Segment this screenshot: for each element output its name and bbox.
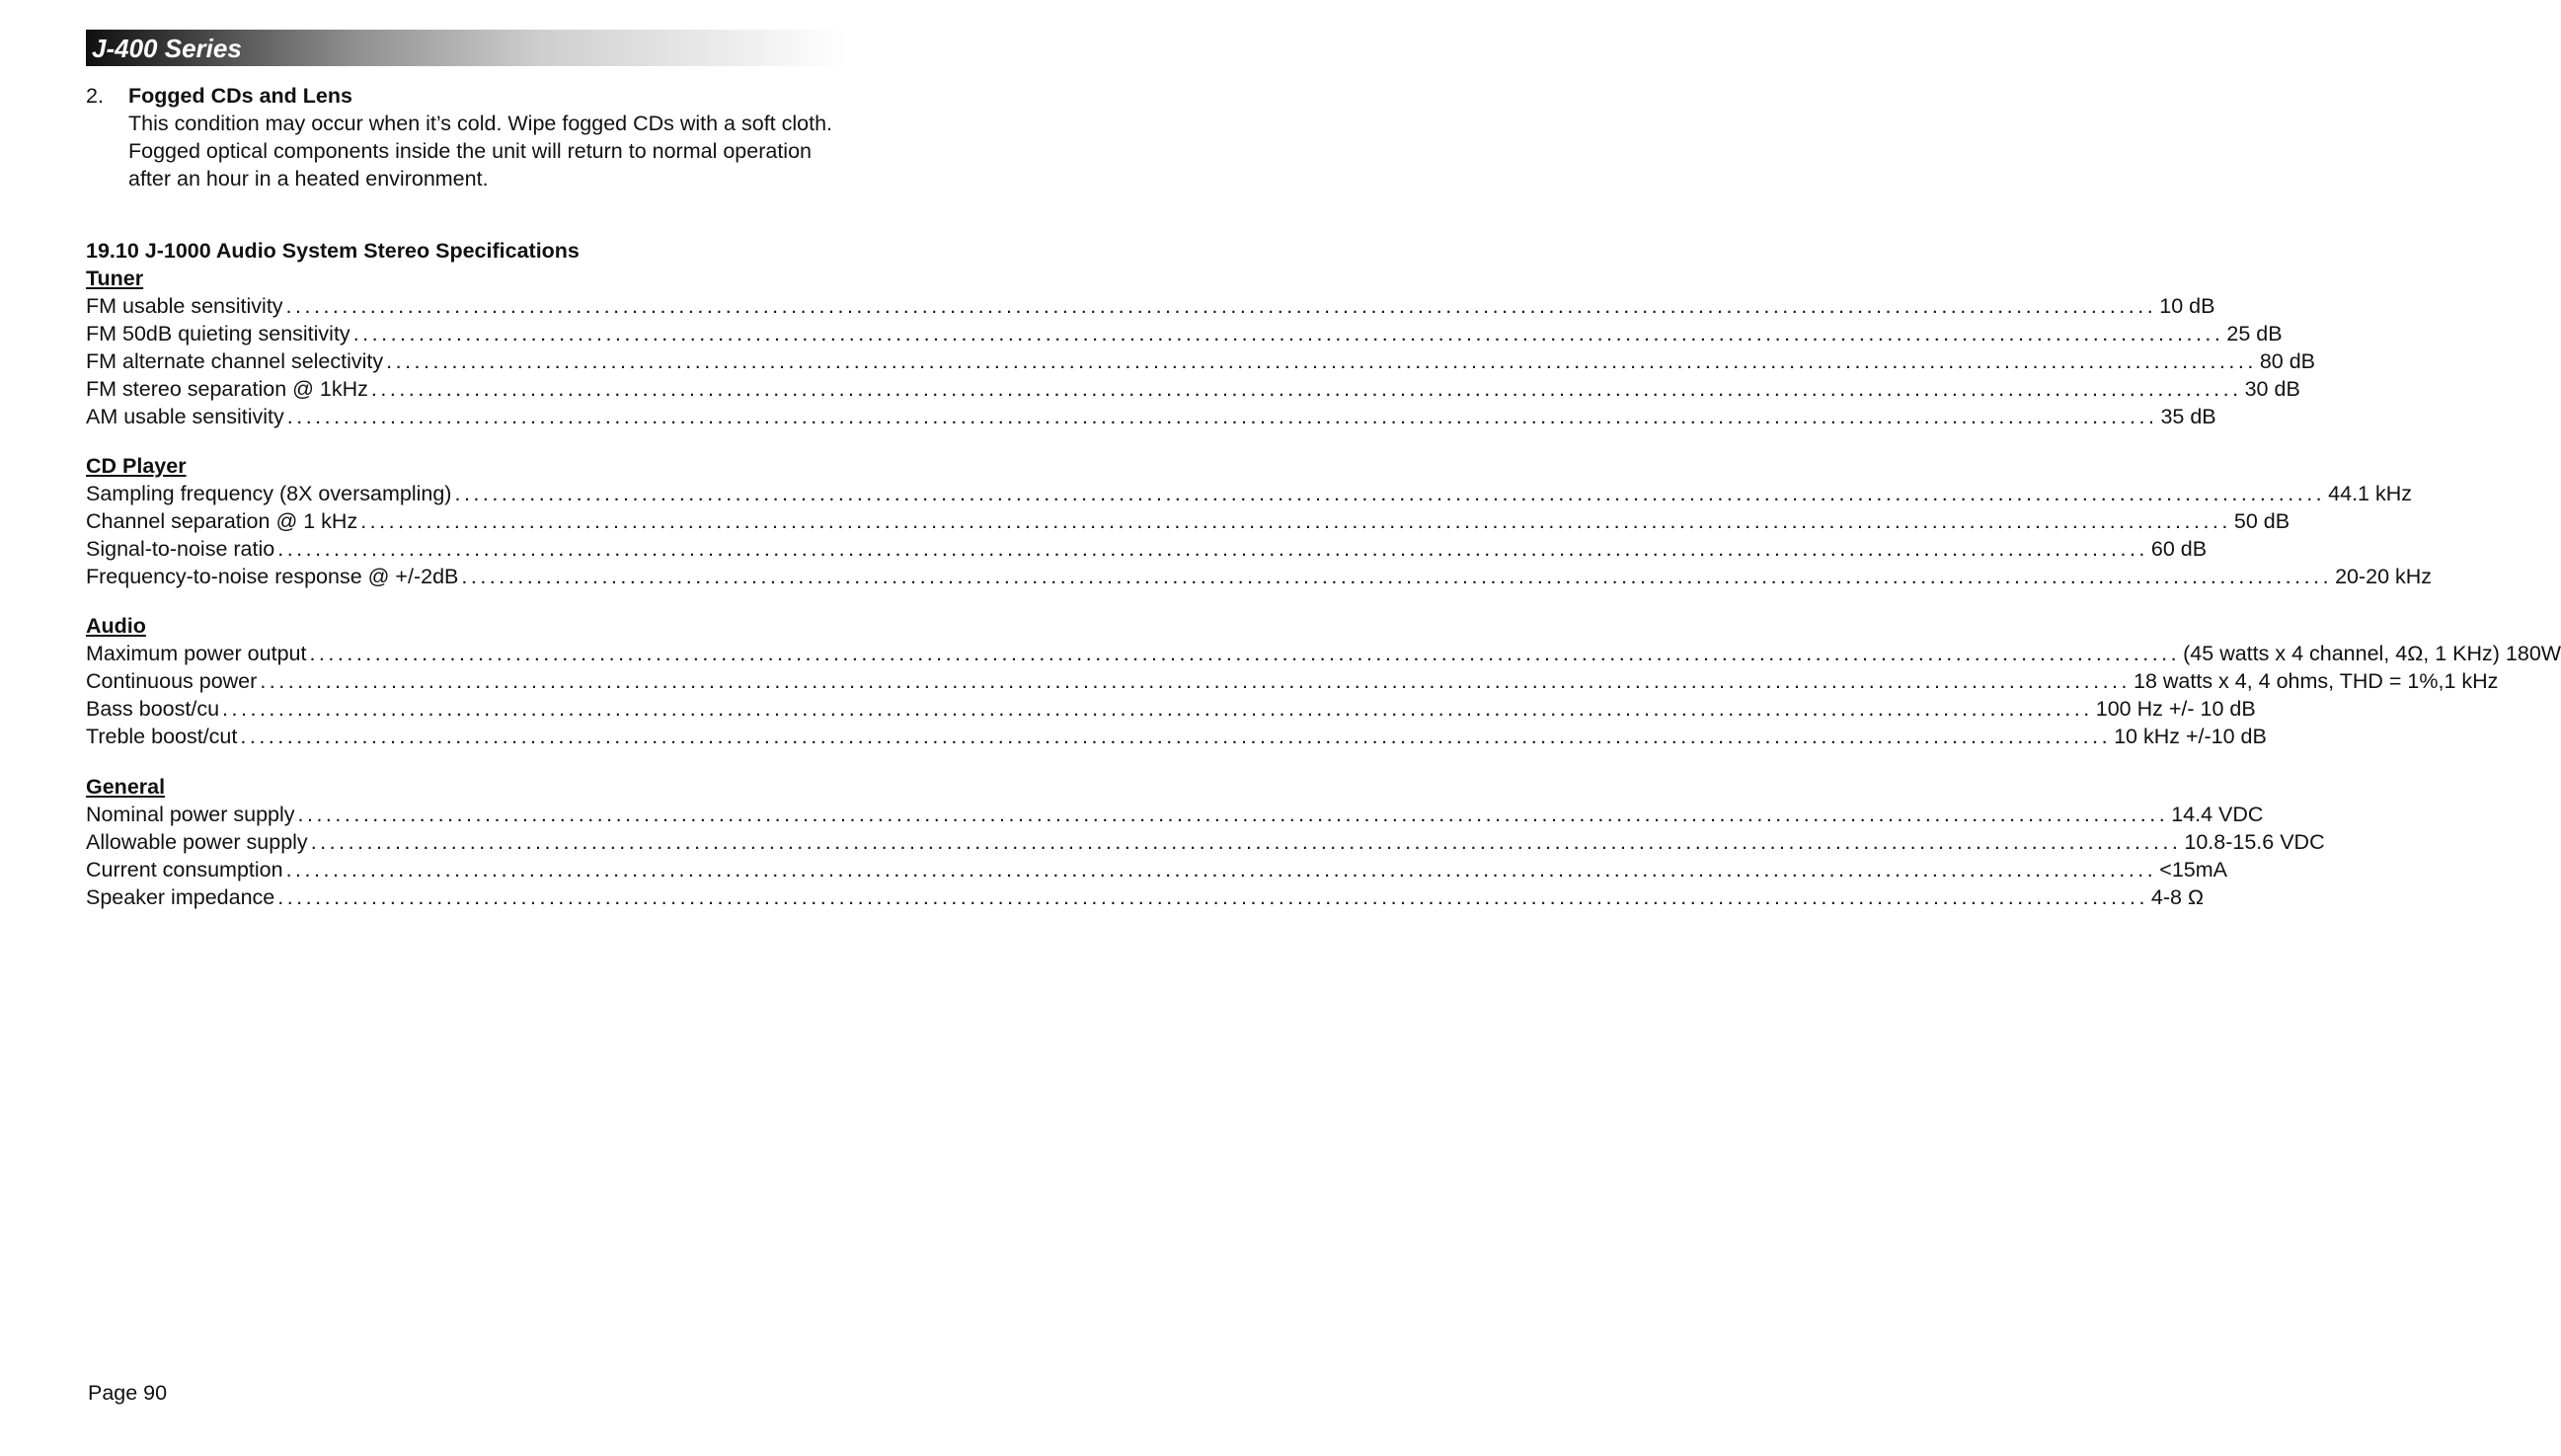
spec-label: Allowable power supply bbox=[86, 830, 308, 854]
series-title: J-400 Series bbox=[92, 34, 242, 63]
spec-row bbox=[86, 375, 2300, 403]
spec-row bbox=[86, 320, 2283, 347]
spec-row bbox=[86, 695, 2256, 723]
dot-leader: ........................................................................................................................................................................................................ bbox=[386, 349, 2257, 373]
spec-value: 20-20 kHz bbox=[2335, 565, 2433, 588]
dot-leader: ........................................................................................................................................................................................................ bbox=[285, 294, 2157, 318]
spec-label: FM usable sensitivity bbox=[86, 294, 283, 318]
spec-row bbox=[86, 883, 2205, 911]
item-number: 2. bbox=[86, 84, 104, 108]
dot-leader: ........................................................................................................................................................................................................ bbox=[285, 858, 2157, 881]
spec-label: Channel separation @ 1 kHz bbox=[86, 509, 358, 533]
spec-row bbox=[86, 640, 2561, 667]
spec-row bbox=[86, 403, 2216, 430]
page-number: Page 90 bbox=[88, 1381, 168, 1405]
item-title: Fogged CDs and Lens bbox=[128, 84, 352, 108]
spec-label: Maximum power output bbox=[86, 642, 307, 665]
spec-group-cd-player bbox=[86, 452, 2433, 590]
spec-value: 30 dB bbox=[2244, 377, 2300, 401]
spec-group-tuner bbox=[86, 265, 2316, 430]
spec-row bbox=[86, 828, 2325, 856]
spec-label: FM 50dB quieting sensitivity bbox=[86, 322, 350, 345]
spec-row bbox=[86, 563, 2433, 590]
group-title: CD Player bbox=[86, 454, 187, 478]
spec-row bbox=[86, 292, 2215, 320]
spec-label: Treble boost/cut bbox=[86, 725, 238, 748]
spec-label: Current consumption bbox=[86, 858, 283, 881]
spec-label: Sampling frequency (8X oversampling) bbox=[86, 482, 452, 505]
dot-leader: ........................................................................................................................................................................................................ bbox=[454, 482, 2326, 505]
spec-label: AM usable sensitivity bbox=[86, 405, 284, 428]
dot-leader: ........................................................................................................................................................................................................ bbox=[370, 377, 2242, 401]
spec-row bbox=[86, 667, 2499, 695]
spec-row bbox=[86, 723, 2267, 750]
dot-leader: ........................................................................................................................................................................................................ bbox=[286, 405, 2158, 428]
group-title: Tuner bbox=[86, 267, 144, 290]
dot-leader: ........................................................................................................................................................................................................ bbox=[260, 669, 2131, 693]
item-body: This condition may occur when it’s cold. Wipe fogged CDs with a soft cloth. Fogged optical components inside the unit will return to normal operation after an hour in a heated environment. bbox=[128, 112, 833, 191]
spec-row bbox=[86, 480, 2413, 507]
spec-label: Signal-to-noise ratio bbox=[86, 537, 275, 561]
dot-leader: ........................................................................................................................................................................................................ bbox=[277, 885, 2148, 909]
spec-label: Nominal power supply bbox=[86, 803, 295, 826]
spec-value: 35 dB bbox=[2160, 405, 2216, 428]
dot-leader: ........................................................................................................................................................................................................ bbox=[277, 537, 2148, 561]
dot-leader: ........................................................................................................................................................................................................ bbox=[352, 322, 2224, 345]
spec-value: 10 dB bbox=[2159, 294, 2215, 318]
spec-label: Bass boost/cu bbox=[86, 697, 220, 721]
spec-value: 44.1 kHz bbox=[2328, 482, 2413, 505]
dot-leader: ........................................................................................................................................................................................................ bbox=[222, 697, 2093, 721]
spec-value: 25 dB bbox=[2226, 322, 2283, 345]
spec-value: 10 kHz +/-10 dB bbox=[2114, 725, 2267, 748]
spec-row bbox=[86, 507, 2290, 535]
spec-value: 60 dB bbox=[2150, 537, 2208, 561]
spec-value: 14.4 VDC bbox=[2171, 803, 2264, 826]
spec-value: 80 dB bbox=[2259, 349, 2316, 373]
group-title: Audio bbox=[86, 614, 146, 638]
spec-row bbox=[86, 347, 2316, 375]
spec-value: 100 Hz +/- 10 dB bbox=[2095, 697, 2256, 721]
spec-value: <15mA bbox=[2159, 858, 2227, 881]
spec-label: FM alternate channel selectivity bbox=[86, 349, 384, 373]
spec-label: FM stereo separation @ 1kHz bbox=[86, 377, 368, 401]
spec-value: 18 watts x 4, 4 ohms, THD = 1%,1 kHz bbox=[2134, 669, 2499, 693]
dot-leader: ........................................................................................................................................................................................................ bbox=[309, 642, 2181, 665]
spec-value: 50 dB bbox=[2233, 509, 2290, 533]
spec-row bbox=[86, 856, 2227, 883]
dot-leader: ........................................................................................................................................................................................................ bbox=[310, 830, 2182, 854]
dot-leader: ........................................................................................................................................................................................................ bbox=[461, 565, 2333, 588]
spec-value: 4-8 Ω bbox=[2150, 885, 2205, 909]
section-title: 19.10 J-1000 Audio System Stereo Specifications bbox=[86, 239, 580, 263]
spec-group-audio bbox=[86, 612, 2561, 750]
spec-label: Speaker impedance bbox=[86, 885, 275, 909]
spec-value: (45 watts x 4 channel, 4Ω, 1 KHz) 180W bbox=[2183, 642, 2561, 665]
dot-leader: ........................................................................................................................................................................................................ bbox=[297, 803, 2169, 826]
dot-leader: ........................................................................................................................................................................................................ bbox=[360, 509, 2231, 533]
spec-row bbox=[86, 535, 2208, 563]
header-bar bbox=[86, 30, 848, 66]
spec-label: Continuous power bbox=[86, 669, 258, 693]
spec-row bbox=[86, 801, 2264, 828]
spec-label: Frequency-to-noise response @ +/-2dB bbox=[86, 565, 459, 588]
dot-leader: ........................................................................................................................................................................................................ bbox=[240, 725, 2112, 748]
group-title: General bbox=[86, 775, 166, 799]
spec-group-general bbox=[86, 773, 2325, 911]
spec-value: 10.8-15.6 VDC bbox=[2184, 830, 2325, 854]
